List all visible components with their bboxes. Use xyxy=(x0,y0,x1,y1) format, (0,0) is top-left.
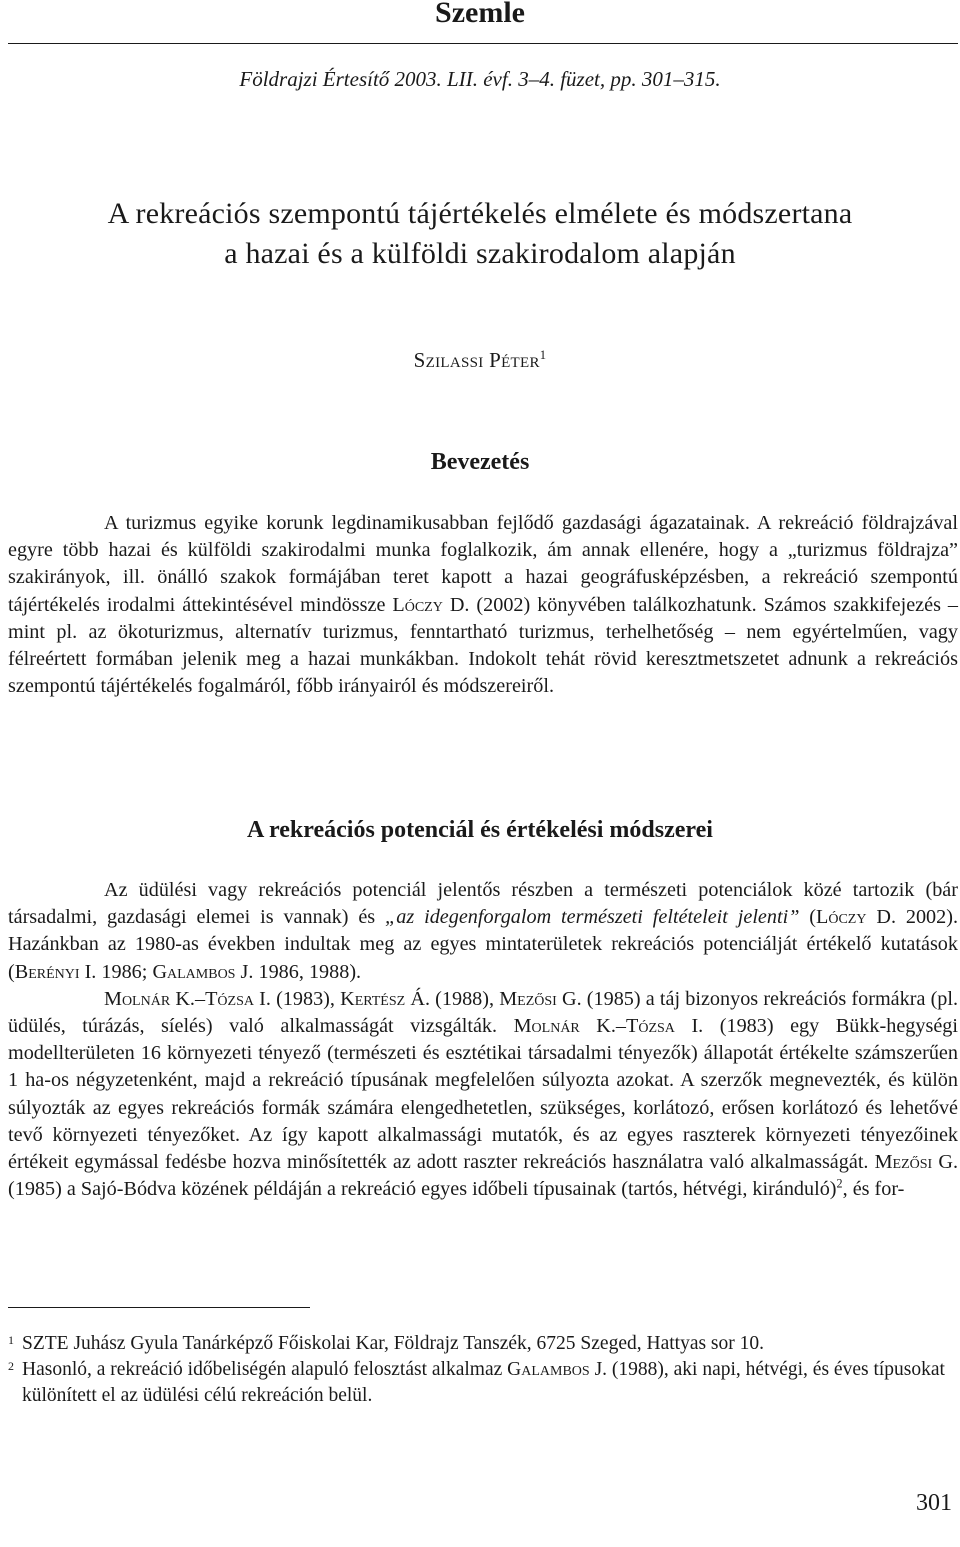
text-run: I. 1986; xyxy=(84,960,148,983)
footnote-number: 2 xyxy=(8,1359,14,1373)
text-run: G. (1985) a Sajó-Bódva közének példáján a rekreáció egyes időbeli típusainak (tartós, hétvégi, kiránduló) xyxy=(8,1151,958,1201)
text-run: Á. (1988), xyxy=(410,987,495,1010)
author-ref: Galambos xyxy=(507,1359,590,1380)
paragraph-1 xyxy=(8,877,958,986)
footnote-2 xyxy=(8,1357,958,1409)
footnote-text: SZTE Juhász Gyula Tanárképző Főiskolai Kar, Földrajz Tanszék, 6725 Szeged, Hattyas sor 10. xyxy=(22,1333,765,1354)
paragraph-2 xyxy=(8,986,958,1204)
footnote-number: 1 xyxy=(8,1333,14,1347)
intro-body xyxy=(8,510,958,700)
author-ref: Molnár xyxy=(104,987,171,1010)
text-run: I. (1983) egy Bükk-hegységi modellterületen 16 környezeti tényező (természeti és esztétikai társadalmi tényezők) állapotát értékelte számszerűen 1 ha-os négyzetenként, majd a rekreáció típusának megfelelően súlyozta azokat. A szerzők megnevezték, és külön súlyozták az egyes rekreációs formák számára elengedhetetlen, szükséges, korlátozó, erősen korlátozó és lehetővé tevő környezeti tényezőket. Az így kapott alkalmassági mutatók, és az egyes raszterek környezeti tényezőinek értékeit egymással fedésbe hozva minősítették az adott raszter rekreációs használatra való alkalmasságát. xyxy=(8,1015,959,1174)
journal-citation: Földrajzi Értesítő 2003. LII. évf. 3–4. füzet, pp. 301–315. xyxy=(239,67,721,91)
header-rule xyxy=(8,43,958,44)
footnotes xyxy=(8,1331,958,1409)
author-ref: Tózsa xyxy=(205,987,254,1010)
author-ref: Lóczy xyxy=(392,593,443,616)
author-ref: Berényi xyxy=(14,960,80,983)
author-ref: Mezősi xyxy=(499,987,557,1010)
author-ref: Tózsa xyxy=(626,1015,675,1038)
text-run: J. 1986, 1988). xyxy=(240,960,362,983)
author-ref: Galambos xyxy=(152,960,236,983)
text-run: J. (1988), aki napi, hétvégi, és éves típusokat különített el az üdülési célú rekreáción belül. xyxy=(22,1359,945,1406)
text-run: K.– xyxy=(175,987,206,1010)
potential-body xyxy=(8,877,958,1203)
footnote-mark: 2 xyxy=(836,1176,843,1191)
text-run: D. (2002) könyvében találkozhatunk. Számos szakkifejezés – mint pl. az ökoturizmus, alternatív turizmus, fenntartható turizmus, terhelhetőség – nem egyértelműen, vagy félreértett formában jelenik meg a hazai munkákban. Indokolt tehát rövid keresztmetszetet adnunk a rekreációs szempontú tájértékelés fogalmáról, főbb irányairól és módszereiről. xyxy=(8,593,959,698)
author-line xyxy=(0,346,960,374)
section-heading-intro: Bevezetés xyxy=(430,449,530,475)
author-name: Szilassi Péter xyxy=(413,348,540,372)
author-footnote-mark: 1 xyxy=(539,348,547,362)
article-title-line-1: A rekreációs szempontú tájértékelés elmélete és módszertana xyxy=(107,197,853,230)
text-run: Az üdülési vagy rekreációs potenciál jelentős részben a természeti potenciálok közé tartozik (bár társadalmi, gazdasági elemei is vannak) és xyxy=(8,879,958,929)
footnote-rule xyxy=(8,1307,310,1308)
text-run: ( xyxy=(809,906,817,929)
text-run: Hasonló, a rekreáció időbeliségén alapuló felosztást alkalmaz xyxy=(22,1359,503,1380)
author-ref: Mezősi xyxy=(874,1151,933,1174)
page-number: 301 xyxy=(916,1490,952,1516)
author-ref: Kertész xyxy=(340,987,406,1010)
text-run: G. (1985) a táj bizonyos rekreációs formákra (pl. üdülés, túrázás, síelés) való alkalmasságát vizsgálták. xyxy=(8,987,959,1038)
text-run: D. 2002). Hazánkban az 1980-as években indultak meg az egyes mintaterületek rekreációs potenciálját értékelő kutatások ( xyxy=(8,906,958,983)
text-run: I. (1983), xyxy=(259,987,335,1010)
section-heading-potential: A rekreációs potenciál és értékelési módszerei xyxy=(247,817,713,843)
footnote-text xyxy=(22,1357,958,1409)
article-title-line-2: a hazai és a külföldi szakirodalom alapján xyxy=(224,237,736,270)
section-header-title: Szemle xyxy=(435,0,525,29)
article-title xyxy=(0,194,960,274)
text-run: A turizmus egyike korunk legdinamikusabban fejlődő gazdasági ágazatainak. A rekreáció földrajzával egyre több hazai és külföldi szakirodalmi munka foglalkozik, ám annak ellenére, hogy a „turizmus földrajza” szakirányok, ill. önálló szakok formájában teret kapott a hazai geográfusképzésben, a rekreáció szempontú tájértékelés irodalmi áttekintésével mindössze xyxy=(8,512,958,616)
author-ref: Lóczy xyxy=(816,906,867,929)
quoted-definition: „az idegenforgalom természeti feltételeit jelenti” xyxy=(385,906,800,929)
author-ref: Molnár xyxy=(513,1015,580,1038)
intro-paragraph xyxy=(8,510,958,700)
text-run: , és for- xyxy=(842,1178,905,1201)
text-run: K.– xyxy=(596,1015,627,1038)
footnote-1 xyxy=(8,1331,958,1357)
